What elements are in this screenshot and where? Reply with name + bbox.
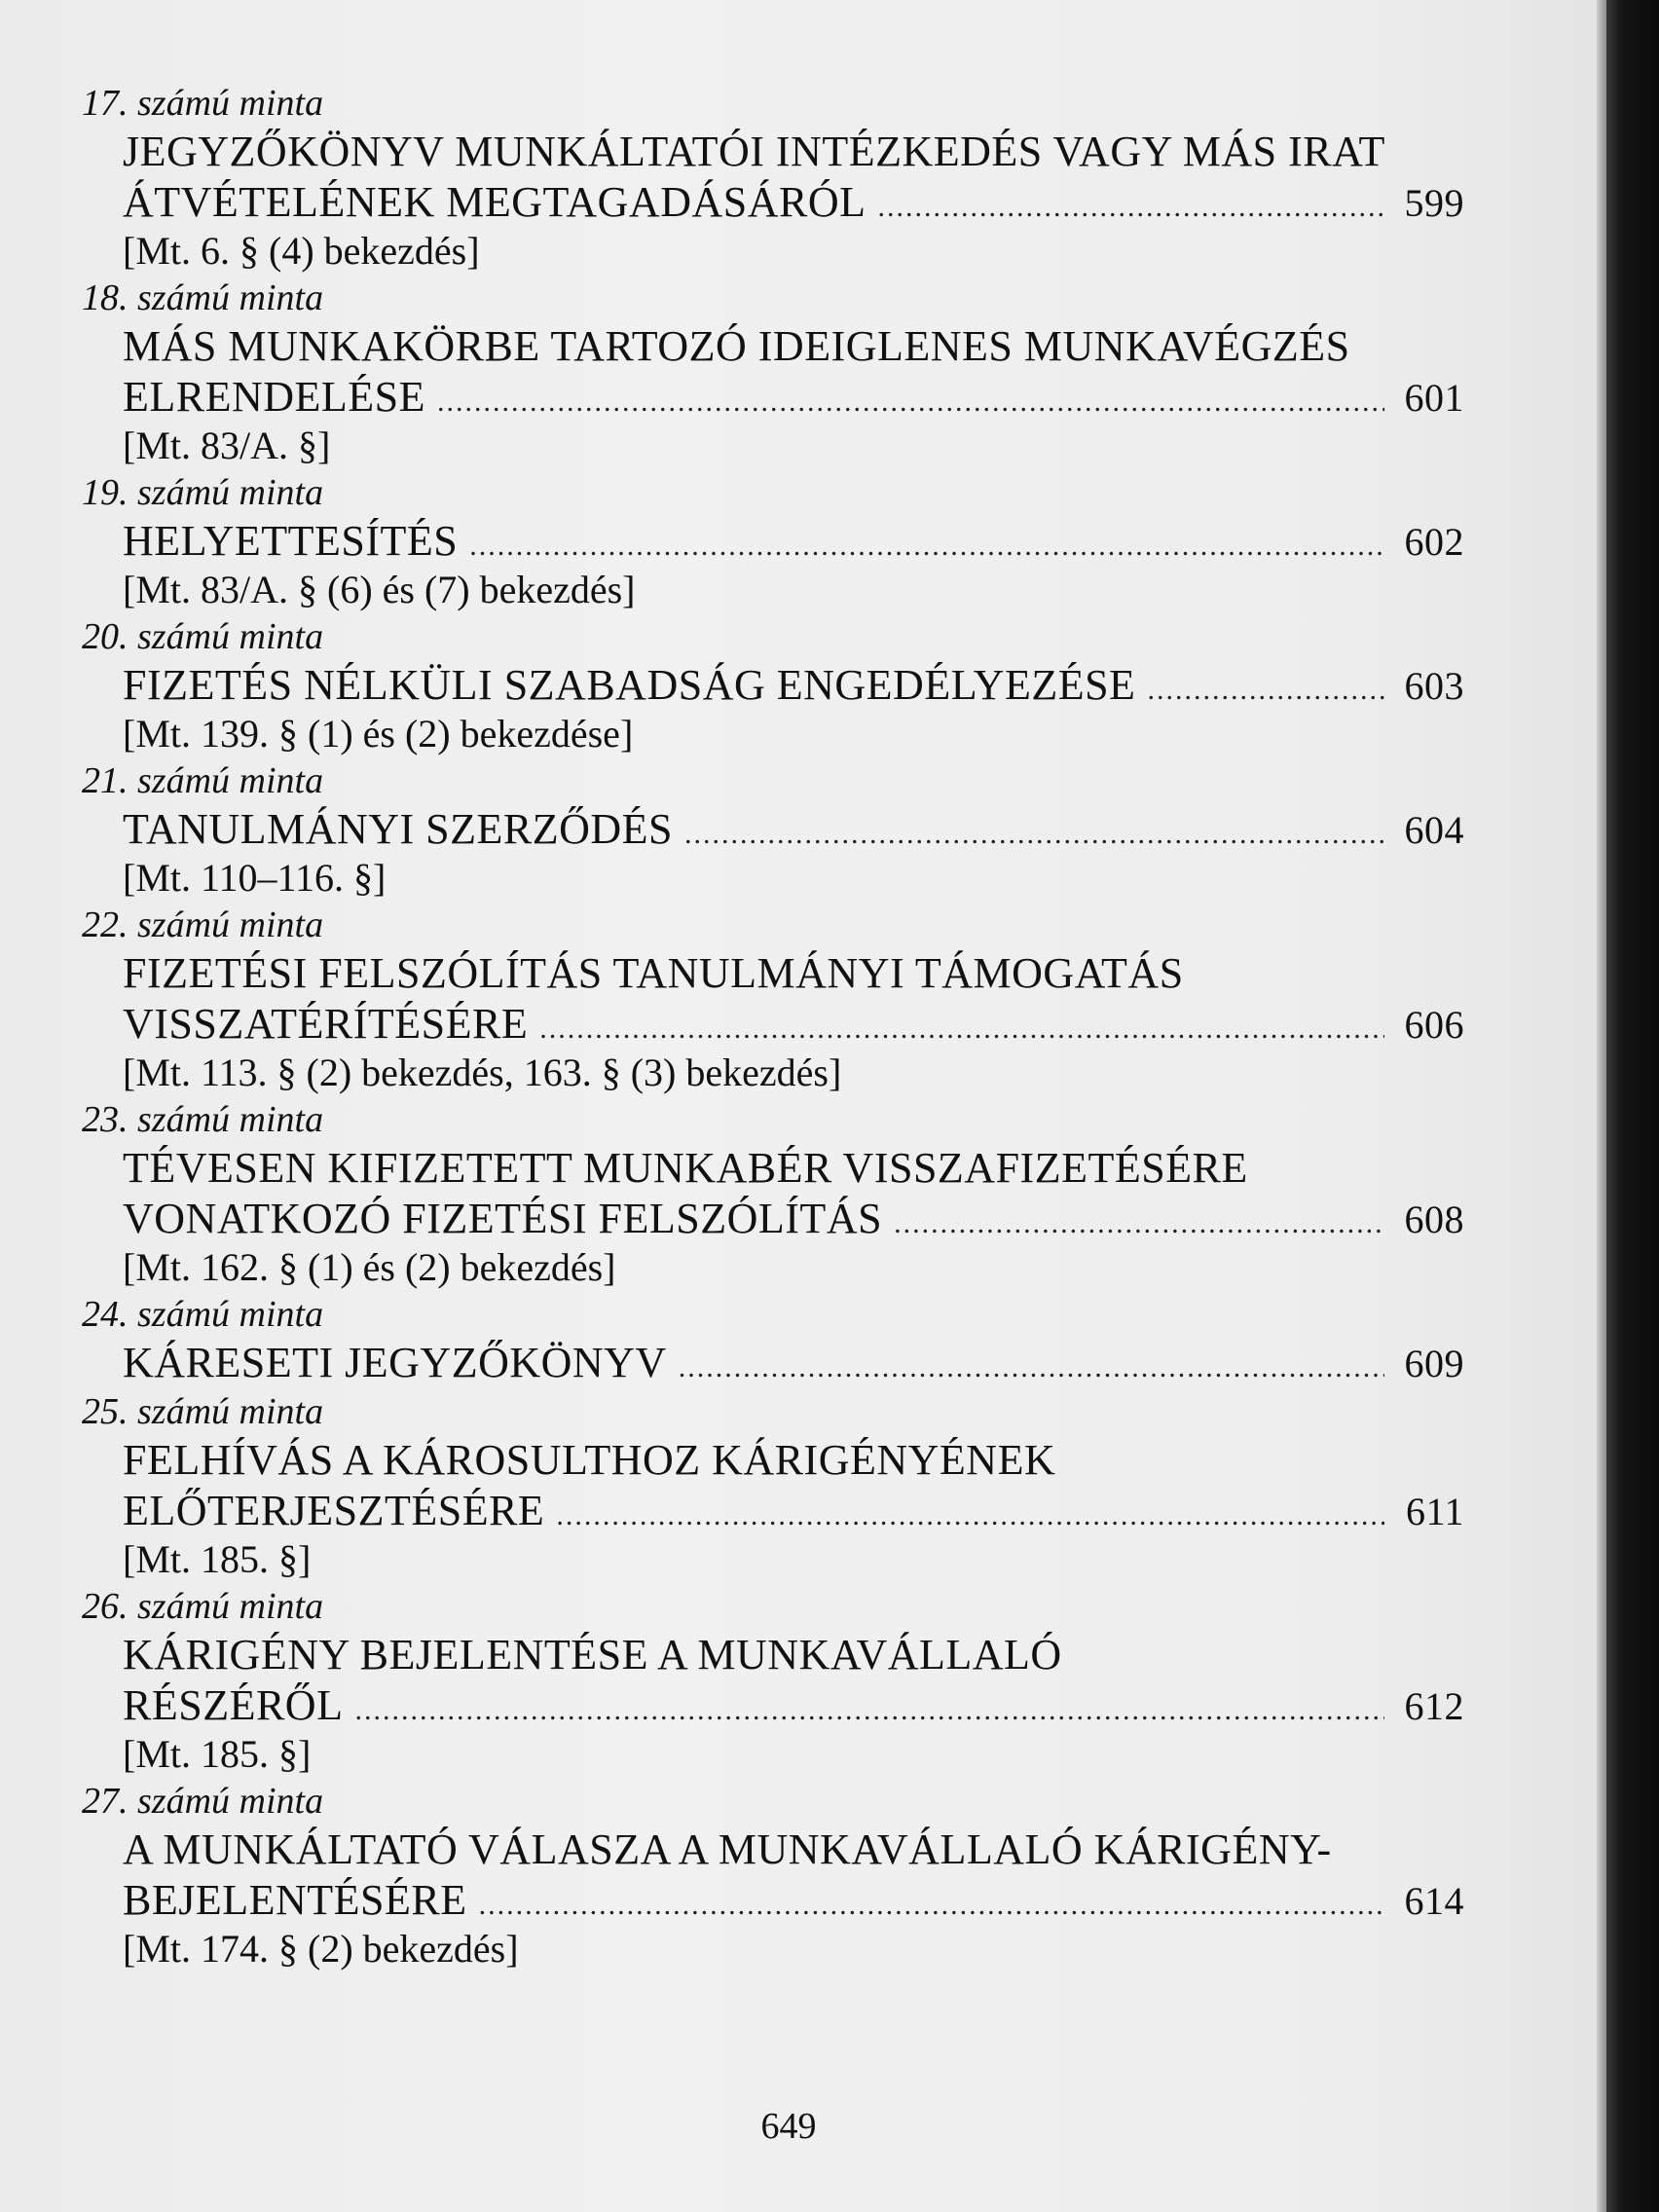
entry-label: 21. számú minta	[82, 760, 324, 801]
dot-leader	[437, 377, 1384, 427]
entry-title-line: TÉVESEN KIFIZETETT MUNKABÉR VISSZAFIZETÉSÉRE	[123, 1144, 1248, 1192]
entry-label: 26. számú minta	[82, 1586, 324, 1627]
entry-page-number: 604	[1404, 808, 1464, 852]
dot-leader	[679, 1343, 1384, 1393]
entry-label: 17. számú minta	[82, 83, 324, 124]
toc-entry	[82, 1291, 1464, 1388]
entry-title-line: A MUNKÁLTATÓ VÁLASZA A MUNKAVÁLLALÓ KÁRIGÉNY-	[123, 1825, 1332, 1873]
entry-page-number: 599	[1404, 181, 1464, 225]
entry-title-line	[123, 1194, 1464, 1244]
entry-legal-reference: [Mt. 113. § (2) bekezdés, 163. § (3) bekezdés]	[123, 1051, 842, 1094]
entry-label: 25. számú minta	[82, 1391, 324, 1432]
entry-label: 19. számú minta	[82, 472, 324, 513]
entry-title-text: FIZETÉS NÉLKÜLI SZABADSÁG ENGEDÉLYEZÉSE	[123, 661, 1136, 709]
entry-title-text: BEJELENTÉSÉRE	[123, 1876, 467, 1924]
dot-leader	[556, 1491, 1384, 1541]
entry-title-line	[123, 1875, 1464, 1926]
entry-page-number: 606	[1404, 1003, 1464, 1047]
entry-label: 23. számú minta	[82, 1099, 324, 1140]
entry-title-line	[123, 1486, 1464, 1536]
toc-entry	[82, 757, 1464, 902]
entry-page-number: 608	[1404, 1198, 1464, 1241]
toc-entry	[82, 469, 1464, 613]
entry-title-line: FELHÍVÁS A KÁROSULTHOZ KÁRIGÉNYÉNEK	[123, 1436, 1056, 1484]
entry-title-line	[123, 804, 1464, 855]
entry-legal-reference: [Mt. 139. § (1) és (2) bekezdése]	[123, 712, 634, 756]
entry-legal-reference: [Mt. 174. § (2) bekezdés]	[123, 1927, 519, 1971]
entry-title-line: FIZETÉSI FELSZÓLÍTÁS TANULMÁNYI TÁMOGATÁS	[123, 949, 1184, 997]
entry-title-line	[123, 1680, 1464, 1731]
entry-label: 20. számú minta	[82, 616, 324, 657]
entry-title-text: TANULMÁNYI SZERZŐDÉS	[123, 805, 674, 853]
entry-label: 27. számú minta	[82, 1781, 324, 1822]
entry-legal-reference: [Mt. 162. § (1) és (2) bekezdés]	[123, 1245, 616, 1289]
dot-leader	[684, 809, 1384, 860]
entry-page-number: 603	[1404, 664, 1464, 708]
entry-title-text: RÉSZÉRŐL	[123, 1681, 344, 1729]
dot-leader	[354, 1685, 1384, 1736]
dot-leader	[469, 521, 1384, 571]
entry-title-line: MÁS MUNKAKÖRBE TARTOZÓ IDEIGLENES MUNKAVÉGZÉS	[123, 322, 1350, 370]
entry-title-text: VONATKOZÓ FIZETÉSI FELSZÓLÍTÁS	[123, 1195, 883, 1242]
entry-title-line	[123, 999, 1464, 1050]
entry-legal-reference: [Mt. 6. § (4) bekezdés]	[123, 229, 480, 273]
entry-title-line	[123, 660, 1464, 711]
entry-title-text: VISSZATÉRÍTÉSÉRE	[123, 1000, 529, 1048]
entry-legal-reference: [Mt. 185. §]	[123, 1732, 312, 1776]
dot-leader	[878, 182, 1385, 233]
toc-entry	[82, 1583, 1464, 1778]
entry-legal-reference: [Mt. 83/A. §]	[123, 424, 331, 467]
entry-title-line: JEGYZŐKÖNYV MUNKÁLTATÓI INTÉZKEDÉS VAGY MÁS IRAT	[123, 128, 1385, 175]
entry-page-number: 614	[1404, 1879, 1464, 1923]
toc-entry	[82, 1388, 1464, 1583]
entry-title-text: ELŐTERJESZTÉSÉRE	[123, 1487, 545, 1534]
entry-title-line: KÁRIGÉNY BEJELENTÉSE A MUNKAVÁLLALÓ	[123, 1631, 1062, 1678]
toc-entry	[82, 613, 1464, 757]
entry-legal-reference: [Mt. 185. §]	[123, 1537, 312, 1581]
dot-leader	[539, 1004, 1384, 1054]
dot-leader	[1147, 665, 1384, 716]
entry-label: 18. számú minta	[82, 277, 324, 318]
entry-title-text: ÁTVÉTELÉNEK MEGTAGADÁSÁRÓL	[123, 178, 866, 226]
entry-page-number: 601	[1404, 376, 1464, 420]
page-edge	[1597, 0, 1606, 2212]
entry-page-number: 612	[1404, 1684, 1464, 1728]
entry-title-text: ELRENDELÉSE	[123, 373, 426, 421]
entry-legal-reference: [Mt. 83/A. § (6) és (7) bekezdés]	[123, 568, 636, 611]
toc-entry	[82, 275, 1464, 469]
toc-entry	[82, 80, 1464, 275]
dot-leader	[479, 1880, 1384, 1931]
dot-leader	[894, 1198, 1384, 1249]
entry-legal-reference: [Mt. 110–116. §]	[123, 856, 387, 900]
book-spine	[1606, 0, 1659, 2212]
entry-label: 22. számú minta	[82, 904, 324, 945]
entry-title-line	[123, 516, 1464, 567]
entry-page-number: 609	[1404, 1342, 1464, 1385]
entry-title-line	[123, 372, 1464, 423]
entry-label: 24. számú minta	[82, 1294, 324, 1335]
toc-entry	[82, 1778, 1464, 1972]
entry-title-line	[123, 1338, 1464, 1388]
toc-entry	[82, 902, 1464, 1096]
entry-page-number: 602	[1404, 520, 1464, 564]
entry-title-text: KÁRESETI JEGYZŐKÖNYV	[123, 1339, 667, 1386]
table-of-contents	[82, 80, 1464, 1972]
toc-entry	[82, 1096, 1464, 1291]
entry-page-number: 611	[1405, 1490, 1464, 1533]
entry-title-line	[123, 177, 1464, 228]
entry-title-text: HELYETTESÍTÉS	[123, 517, 459, 565]
page-number: 649	[760, 2106, 817, 2147]
